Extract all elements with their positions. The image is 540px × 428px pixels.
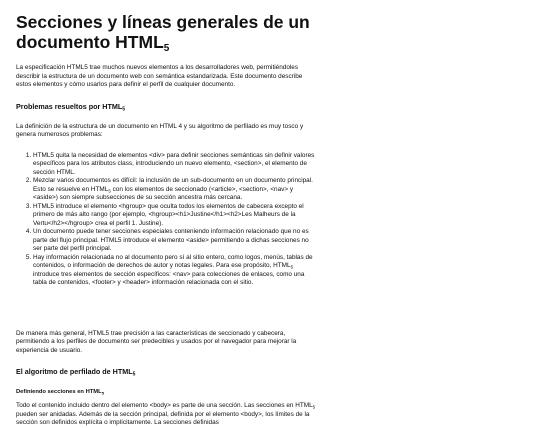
- intro-paragraph: La especificación HTML5 trae muchos nuevos elementos a los desarrolladores web, permitiéndoles describir la estructura de un documento web con semántica estandarizada. Este documento describe estos elementos y cómo usarlos para definir el perfil de cualquier documento.: [16, 64, 303, 88]
- list-item: 1. HTML5 quita la necesidad de elementos <div> para definir secciones semánticas sin definir valores específicos para los atributos class, introduciendo un nuevo elemento, <section>, el elemento de sección HTML.: [33, 152, 316, 178]
- problems-heading: Problemas resueltos por $HTML_5$: [16, 101, 126, 112]
- defining-sections-heading: Definiendo secciones en $HTML_5$: [16, 389, 104, 396]
- problems-intro: La definición de la estructura de un documento en HTML 4 y su algoritmo de perfilado es muy tosco y genera numerosos problemas:: [16, 122, 304, 138]
- list-item: 3. HTML5 introduce el elemento <hgroup> que oculta todos los elementos de cabecera excepto el primero de más alto rango (por ejemplo, <hgroup><h1>Justine</h1><h2>Les Malheurs de la Vertu</h2></hgroup> crea el perfil 1. Justine).: [33, 203, 316, 229]
- title-subscript: 5: [163, 43, 170, 54]
- problems-list: [16, 152, 316, 288]
- list-item: 2. Mezclar varios documentos es difícil: la inclusión de un sub-documento en un documento principal. Esto se resuelve en $HTML_5$ con los elementos de seccionado (<article>, <section>, <nav> y <aside>) son siempre subsecciones de su sección ancestra más cercana.: [33, 177, 316, 203]
- spacer: [16, 300, 316, 330]
- sections-paragraph: Todo el contenido incluido dentro del elemento <body> es parte de una sección. Las secciones en $HTML_5$ pueden ser anidadas. Además de la sección principal, definida por el elemento <body>, los límites de la sección son definidos explícita o implícitamente. La secciones definidas: [16, 402, 316, 426]
- list-item: 5. Hay información relacionada no al documento pero sí al sitio entero, como logos, menús, tablas de contenidos, o información de derechos de autor y notas legales. Para ese propósito, $HTML_5$ introduce tres elementos de sección específicos: <nav> para colecciones de enlaces, como una tabla de contenidos, <footer> y <header> información relacionada con el sitio.: [33, 254, 316, 288]
- page-title: Secciones y líneas generales de un documento $HTML_5$: [16, 12, 310, 54]
- list-item: 4. Un documento puede tener secciones especiales conteniendo información relacionado que no es parte del flujo principal. HTML5 introduce el elemento <aside> permitiendo a dichas secciones no ser parte del perfil principal.: [33, 228, 316, 254]
- algorithm-heading: El algoritmo de perfilado de $HTML_5$: [16, 367, 136, 378]
- general-paragraph: De manera más general, HTML5 trae precisión a las características de seccionado y cabecera, permitiendo a los perfiles de documento ser predecibles y usados por el navegador para mejorar la experiencia de usuario.: [16, 329, 297, 354]
